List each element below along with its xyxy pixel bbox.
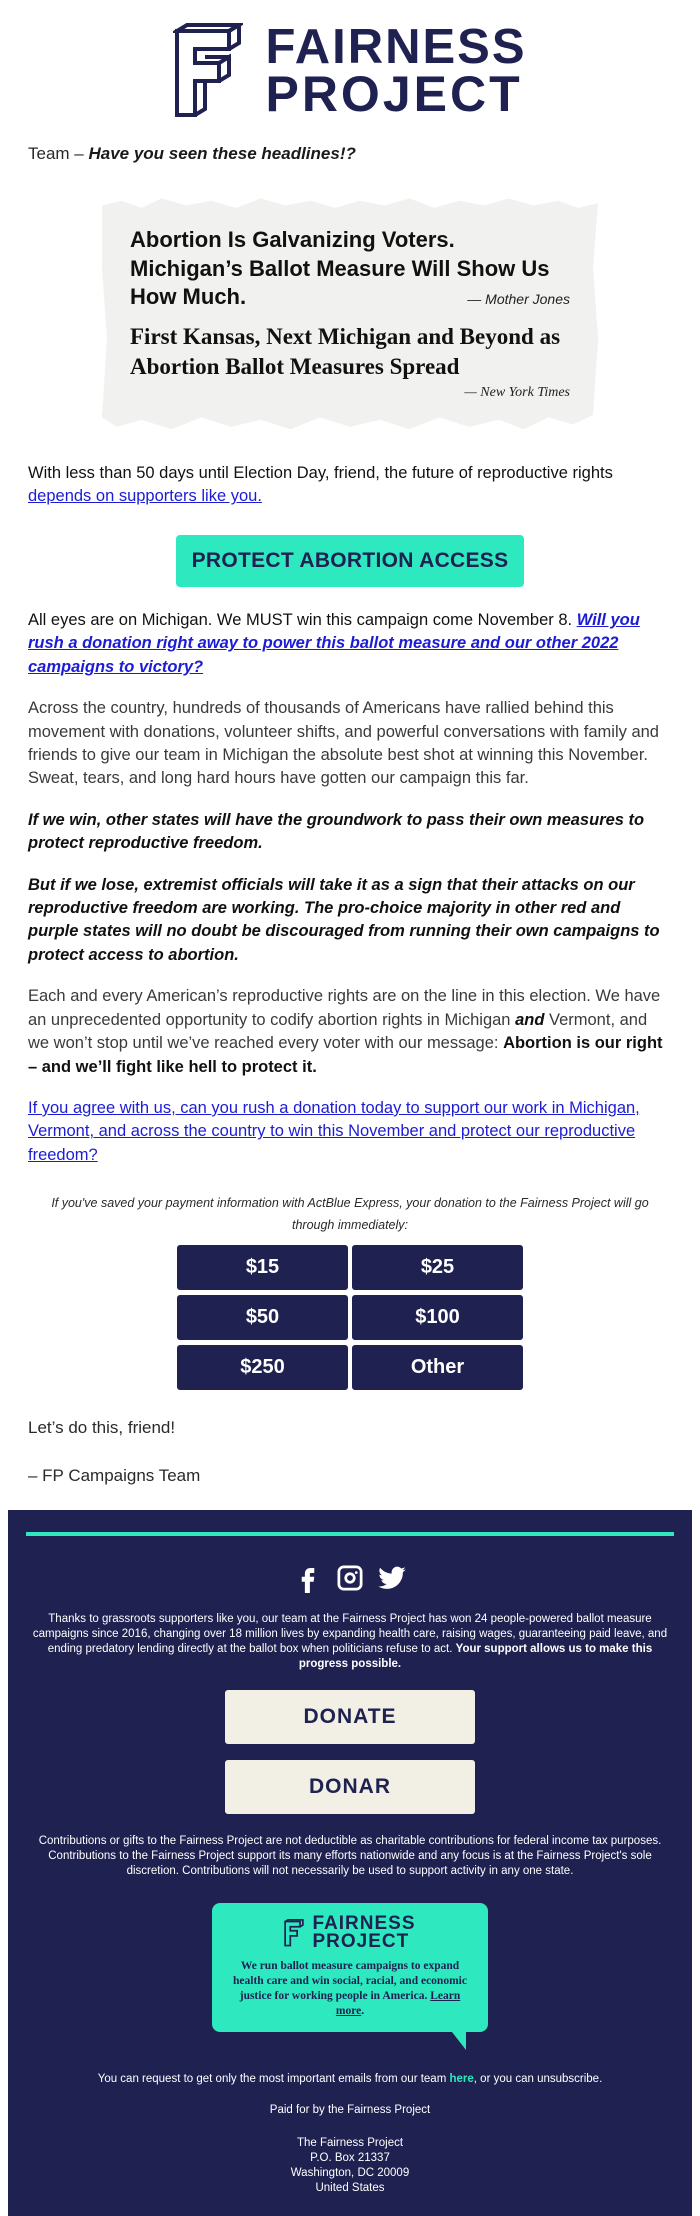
- twitter-icon[interactable]: [377, 1563, 407, 1593]
- signature: – FP Campaigns Team: [28, 1466, 201, 1486]
- paragraph-agree: [28, 1097, 672, 1167]
- supporters-link[interactable]: depends on supporters like you.: [28, 487, 262, 506]
- footer-intro-bold: Your support allows us to make this progress possible.: [298, 1642, 653, 1670]
- para1-text: With less than 50 days until Election Day, friend, the future of reproductive rights: [28, 464, 613, 482]
- logo-line-2: PROJECT: [265, 65, 523, 122]
- paragraph-if-we-win: If we win, other states will have the groundwork to pass their own measures to protect reproductive freedom.: [28, 810, 645, 853]
- donate-button[interactable]: DONATE: [225, 1690, 475, 1744]
- headline-nyt: [130, 322, 570, 402]
- headline-1-text: Abortion Is Galvanizing Voters. Michigan’s Ballot Measure Will Show Us How Much.: [130, 227, 550, 310]
- paragraph-rights-on-line: [28, 985, 672, 1079]
- facebook-icon[interactable]: [293, 1563, 323, 1593]
- bubble-text: [228, 1959, 472, 2019]
- para6-bold: Abortion is our right – and we’ll fight like hell to protect it.: [28, 1034, 663, 1076]
- f-logo-icon: [173, 23, 243, 119]
- preferences-link[interactable]: here: [449, 2073, 474, 2086]
- paid-for-by: Paid for by the Fairness Project: [269, 2104, 431, 2117]
- donation-amounts: [177, 1245, 523, 1390]
- social-links: [26, 1560, 674, 1596]
- unsub-prefix: You can request to get only the most important emails from our team: [97, 2073, 450, 2086]
- headline-2-text: First Kansas, Next Michigan and Beyond as Abortion Ballot Measures Spread: [130, 323, 561, 379]
- protect-abortion-access-button[interactable]: PROTECT ABORTION ACCESS: [176, 535, 525, 587]
- logo-line-1: FAIRNESS: [265, 20, 527, 75]
- headline-mother-jones: [130, 226, 570, 312]
- donate-25-button[interactable]: $25: [352, 1245, 523, 1290]
- footer-divider: [26, 1532, 674, 1536]
- paragraph-across-country: Across the country, hundreds of thousands of Americans have rallied behind this movement with donations, volunteer shifts, and powerful conversations with family and friends to give our team in Michigan the absolute best shot at winning this November. Sweat, tears, and long hard hours have gotten our campaign this far.: [28, 699, 659, 788]
- para6-part1: Each and every American’s reproductive rights are on the line in this election. We have an unprecedented opportunity to codify abortion rights in Michigan: [28, 987, 661, 1029]
- unsubscribe-text: [26, 2072, 674, 2087]
- paragraph-election-day: [28, 462, 672, 509]
- greeting-prefix: Team –: [28, 144, 89, 163]
- unsub-suffix: , or you can unsubscribe.: [473, 2073, 603, 2086]
- footer: [8, 1510, 692, 2216]
- instagram-icon[interactable]: [335, 1563, 365, 1593]
- mailing-address: [26, 2136, 674, 2196]
- signoff: Let’s do this, friend!: [28, 1418, 176, 1438]
- paragraph-if-we-lose: But if we lose, extremist officials will take it as a sign that their attacks on our reproductive freedom are working. The pro-choice majority in other red and purple states will no doubt be discouraged from running their own campaigns to protect access to abortion.: [28, 875, 660, 964]
- donate-15-button[interactable]: $15: [177, 1245, 348, 1290]
- footer-intro-text: Thanks to grassroots supporters like you, our team at the Fairness Project has won 24 people-powered ballot measure campaigns since 2016, changing over 18 million lives by expanding health care, raising wages, guaranteeing paid leave, and ending predatory lending directly at the ballot box when politicians refuse to act.: [32, 1613, 668, 1655]
- actblue-note: If you've saved your payment information with ActBlue Express, your donation to the Fairness Project will go through immediately:: [51, 1196, 649, 1233]
- donate-other-button[interactable]: Other: [352, 1345, 523, 1390]
- greeting-emphasis: Have you seen these headlines!?: [88, 144, 356, 163]
- f-logo-small-icon: [284, 1919, 304, 1947]
- bubble-text-body: We run ballot measure campaigns to expand health care and win social, racial, and economic justice for working people in America.: [233, 1959, 467, 2002]
- headline-2-source: — New York Times: [464, 384, 570, 400]
- headline-1-source: — Mother Jones: [467, 290, 570, 307]
- bubble-text-end: .: [361, 2004, 365, 2017]
- tax-disclaimer: Contributions or gifts to the Fairness Project are not deductible as charitable contributions for federal income tax purposes. Contributions to the Fairness Project support its many efforts nationwide and any focus is at the Fairness Project's sole discretion. Contributions will not necessarily be used to support activity in any one state.: [38, 1834, 662, 1877]
- donar-button[interactable]: DONAR: [225, 1760, 475, 1814]
- bubble-logo-line-2: PROJECT: [312, 1930, 410, 1952]
- paragraph-michigan: [28, 609, 672, 679]
- para6-and: and: [515, 1010, 545, 1029]
- donate-50-button[interactable]: $50: [177, 1295, 348, 1340]
- learn-more-link[interactable]: Learn more: [335, 1989, 461, 2017]
- footer-intro: [26, 1612, 674, 1672]
- address-line-3: Washington, DC 20009: [290, 2167, 410, 2180]
- bubble-logo: [228, 1912, 472, 1952]
- donate-100-button[interactable]: $100: [352, 1295, 523, 1340]
- donate-250-button[interactable]: $250: [177, 1345, 348, 1390]
- address-line-1: The Fairness Project: [296, 2137, 404, 2150]
- address-line-2: P.O. Box 21337: [310, 2152, 390, 2165]
- rush-donation-link[interactable]: Will you rush a donation right away to power this ballot measure and our other 2022 campaigns to victory?: [28, 610, 640, 676]
- para6-part2: Vermont, and we won’t stop until we’ve reached every voter with our message:: [28, 1010, 648, 1053]
- about-bubble: [212, 1903, 488, 2033]
- greeting: [28, 144, 672, 164]
- agree-donation-link[interactable]: If you agree with us, can you rush a donation today to support our work in Michigan, Vermont, and across the country to win this November and protect our reproductive freedom?: [28, 1099, 640, 1164]
- address-line-4: United States: [315, 2182, 385, 2195]
- para2-text: All eyes are on Michigan. We MUST win this campaign come November 8.: [28, 610, 577, 629]
- newspaper-clipping: [102, 196, 598, 434]
- fairness-project-logo: [0, 0, 700, 130]
- bubble-logo-line-1: FAIRNESS: [312, 1912, 416, 1934]
